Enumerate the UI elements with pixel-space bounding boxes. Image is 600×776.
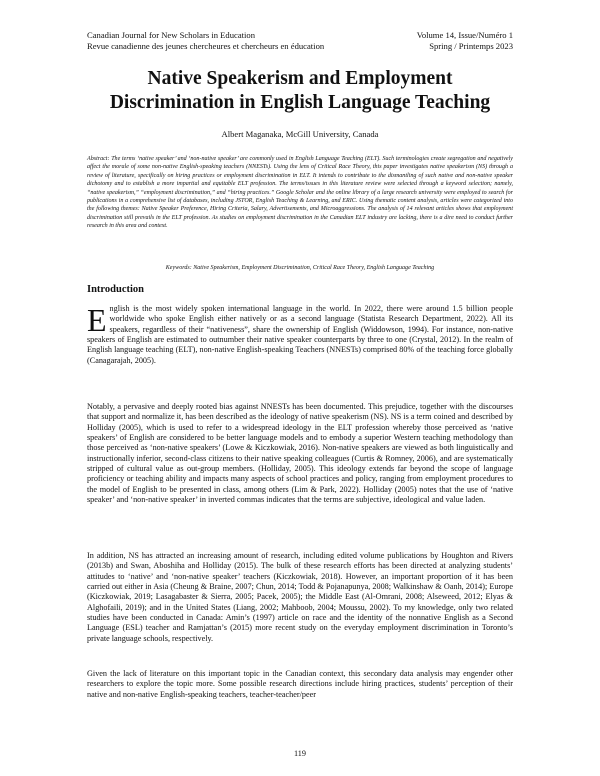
paragraph-3 (87, 551, 513, 644)
drop-cap: E (87, 302, 107, 338)
author-line: Albert Maganaka, McGill University, Canada (221, 129, 379, 139)
paragraph-3-text: In addition, NS has attracted an increasing amount of research, including edited volume publications by Houghton and Rivers (2013b) and Swan, Aboshiha and Holliday (2015). The bulk of these research efforts has been directed at analyzing students’ attitudes to ‘native’ and ‘non-native speaker’ teachers (Kiczkowiak, 2018). However, an important proportion of it has been carried out either in Asia (Cheung & Braine, 2007; Chun, 2014; Todd & Pojanapunya, 2008; Walkinshaw & Oanh, 2014); Europe (Kiczkowiak, 2019; Lasagabaster & Sierra, 2005; Pacek, 2005); the Middle East (Al-Omrani, 2008; Alseweed, 2012; Elyas & Alghofaili, 2019); and in the United States (Liang, 2002; Mahboob, 2004; Moussu, 2002). To my knowledge, only two related studies have been conducted in Canada: Amin’s (1997) article on race and the identity of the nonnative English as a Second Language (ESL) teacher and Ramjattan’s (2015) more recent study on the everyday employment discrimination in Toronto’s private language schools, respectively. (87, 551, 513, 643)
journal-name-fr: Revue canadienne des jeunes chercheures et chercheurs en éducation (87, 41, 325, 51)
paragraph-1 (87, 304, 513, 366)
title-line-2: Discrimination in English Language Teaching (109, 92, 491, 113)
title-line-1: Native Speakerism and Employment (147, 68, 453, 89)
paragraph-2 (87, 402, 513, 505)
journal-name-en: Canadian Journal for New Scholars in Education (87, 30, 256, 40)
paragraph-4-text: Given the lack of literature on this important topic in the Canadian context, this secondary data analysis may engender other researchers to explore the topic more. Some possible research directions include hiring practices, students’ perception of their native and non-native English-speaking teachers, teacher-teacher/peer (87, 669, 513, 699)
abstract: Abstract: The terms ‘native speaker’ and ‘non-native speaker’ are commonly used in English Language Teaching (ELT). Such terminologies create segregation and negatively affect the morale of some non-native English-speaking teachers (NNESTs). Using the lens of Critical Race Theory, this paper investigates native speakerism (NS) through a review of literature, specifically on hiring practices or employment discrimination in ELT. It intends to contribute to the dismantling of such native and non-native speaker dichotomy and to establish a more impartial and equitable ELT profession. The terms/issues in this literature review were selected through a keyword selection; namely, “native speakerism,” “employment discrimination,” and “hiring practices.” Google Scholar and the online library of a large research university were employed to search for publications in a comprehensive list of databases, including JSTOR, English Teaching & Learning, and ERIC. Using thematic content analysis, articles were categorized into the following themes: Native Speaker Preference, Hiring Criteria, Salary, Advertisements, and Microaggressions. The analysis of 14 relevant articles shows that employment discrimination still prevails in the ELT profession. As studies on employment discrimination in the Canadian ELT industry are lacking, there is a dire need to conduct further research in this area and context. (87, 156, 513, 230)
issue-label: Volume 14, Issue/Numéro 1 (416, 30, 513, 40)
paragraph-4 (87, 669, 513, 700)
paragraph-2-text: Notably, a pervasive and deeply rooted bias against NNESTs has been documented. This prejudice, together with the discourses that support and normalize it, has been described as the ideology of native speakerism (NS). NS is a term coined and described by Holliday (2005), which is used to refer to a widespread ideology in the ELT profession whereby those perceived as ‘native speakers’ of English are considered to be better language models and to embody a superior Western teaching methodology than those perceived as ‘non-native speakers’ (Lowe & Kiczkowiak, 2016). Non-native speakers are viewed as both linguistically and instructionally inferior, second-class citizens to their native speaking colleagues (Curtis & Romney, 2006), and are systematically stripped of cultural value as out-group members. (Holliday, 2005). This ideology extends far beyond the scope of language proficiency or teaching ability and impacts many aspects of school practices and policy, ranging from employment procedures to the model of English to be presented in class, among others (Lim & Park, 2022). Holliday (2005) notes that the use of ‘native speaker’ and ‘non-native speaker’ in inverted commas indicates that the terms are subjective, ideological and value laden. (87, 402, 513, 505)
season-label: Spring / Printemps 2023 (429, 41, 513, 51)
section-heading: Introduction (87, 284, 144, 295)
keywords: Keywords: Native Speakerism, Employment Discrimination, Critical Race Theory, English Language Teaching (165, 265, 435, 271)
article-title (60, 67, 540, 115)
paragraph-1-text: nglish is the most widely spoken international language in the world. In 2022, there were around 1.5 billion people worldwide who spoke English either natively or as a second language (Statista Research Department, 2022). All its speakers, regardless of their “nativeness”, share the ownership of English (Widdowson, 1994). For instance, non-native speakers of English are estimated to outnumber their native speaker counterparts by three to one (Crystal, 2012). In the realm of English language teaching (ELT), non-native English-speaking Teachers (NNESTs) comprised 80% of the teaching force globally (Canagarajah, 2005). (87, 304, 513, 365)
page-number: 119 (294, 749, 306, 758)
